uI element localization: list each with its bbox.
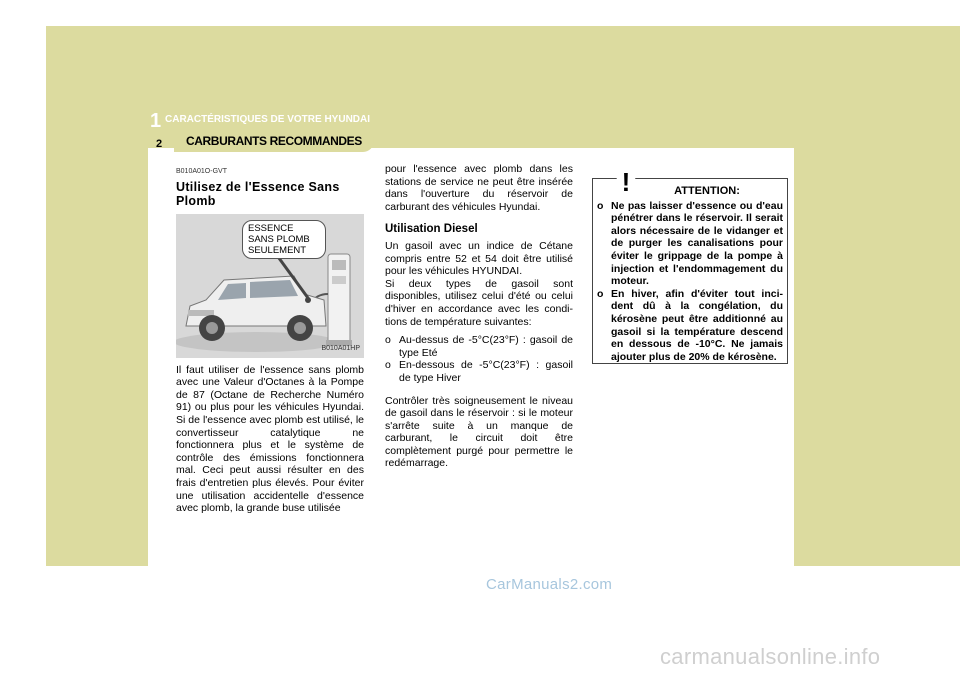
warning-title: ATTENTION: xyxy=(674,185,740,197)
warning-exclamation: ! xyxy=(621,167,631,196)
section-heading: Utilisez de l'Essence Sans Plomb xyxy=(176,179,340,208)
bullet-marker: o xyxy=(597,287,604,300)
list-item-text: En-dessous de -5°C(23°F) : gasoil de type Hiver xyxy=(399,359,573,384)
watermark-carmanuals2: CarManuals2.com xyxy=(486,576,613,593)
watermark-carmanualsonline: carmanualsonline.info xyxy=(660,644,881,669)
figure-callout-label: ESSENCE SANS PLOMB SEULEMENT xyxy=(242,220,326,259)
bullet-marker: o xyxy=(385,334,391,347)
warning-box xyxy=(592,178,788,364)
paragraph: Il faut utiliser de l'essence sans plomb avec une Valeur d'Octanes à la Pompe de 87 (Octane de Recherche Numéro 91) ou plus pour les véhicules Hyundai. Si de l'essence avec plomb est utilisé, le convertisseur catalytique ne fonctionnera plus et le système de contrôle des émissions fonctionnera mal. Ceci peut aussi résulter en des frais d'entretien plus élevés. Pour éviter une utilisation accidentelle d'essence avec plomb, la grande buse utilisée xyxy=(176,363,364,515)
column-1 xyxy=(176,166,364,515)
fuel-pump-figure xyxy=(176,214,364,358)
list-item-text: Ne pas laisser d'essence ou d'eau pénétrer dans le réservoir. Il serait alors nécessaire de le vidanger et de purger les canalisations pour éviter le grippage de la pompe à injection et l'endommagement du moteur. xyxy=(611,199,783,288)
chapter-title: CARACTÉRISTIQUES DE VOTRE HYUNDAI xyxy=(165,114,371,125)
list-item xyxy=(385,359,573,384)
list-item xyxy=(597,200,783,288)
paragraph: Contrôler très soigneusement le niveau de gasoil dans le réservoir : si le moteur s'arrête suite à un manque de carburant, le circuit doit être complètement purgé pour permettre le redémarrage. xyxy=(385,394,573,470)
figure-code: B010A01HP xyxy=(321,345,360,352)
section-tab: CARBURANTS RECOMMANDES xyxy=(174,130,374,152)
paragraph: Si deux types de gasoil sont disponibles, utilisez celui d'été ou celui d'hiver en accordance avec les condi- tions de température suivantes: xyxy=(385,277,573,328)
paragraph: Un gasoil avec un indice de Cétane compris entre 52 et 54 doit être utilisé pour les véhicules HYUNDAI. xyxy=(385,239,573,278)
diesel-heading: Utilisation Diesel xyxy=(385,223,478,236)
list-item xyxy=(385,334,573,359)
bullet-marker: o xyxy=(597,199,604,212)
chapter-number: 1 xyxy=(150,110,162,132)
warning-triangle-icon xyxy=(606,162,646,196)
bullet-marker: o xyxy=(385,359,391,372)
paragraph: pour l'essence avec plomb dans les stations de service ne peut être insérée dans l'ouverture du réservoir de carburant des véhicules Hyundai. xyxy=(385,163,573,213)
list-item-text: En hiver, afin d'éviter tout inci- dent dû à la congélation, du kérosène peut être additionné au gasoil si la température descend en dessous de -10°C. Ne jamais ajouter plus de 20% de kérosène. xyxy=(611,287,783,363)
list-item-text: Au-dessus de -5°C(23°F) : gasoil de type Eté xyxy=(399,334,573,359)
list-item xyxy=(597,288,783,364)
column-2 xyxy=(385,163,573,470)
section-code: B010A01O-GVT xyxy=(176,168,227,175)
page-number: 2 xyxy=(156,138,163,150)
